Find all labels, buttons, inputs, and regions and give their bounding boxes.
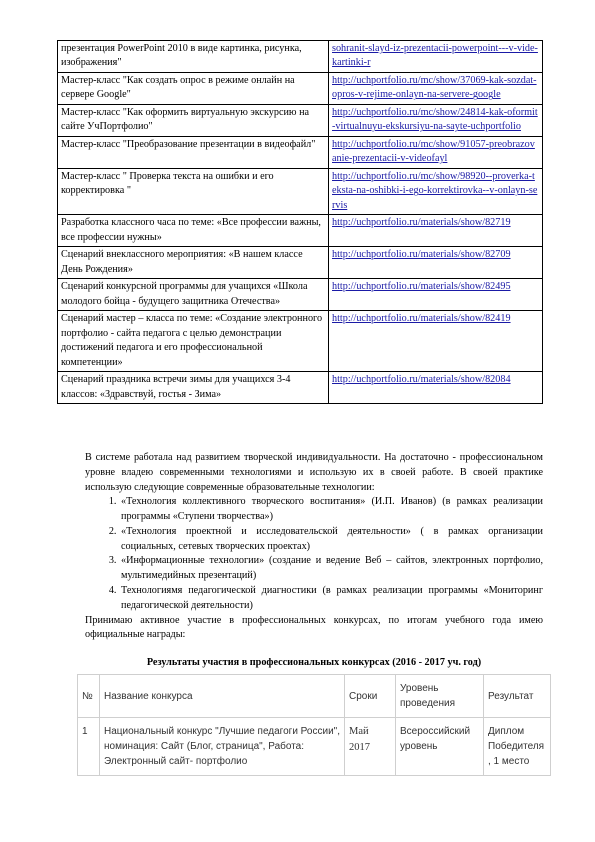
list-item: 3. «Информационные технологии» (создание и ведение Веб – сайтов, электронных портфолио, мультимедийных презентаций) [119,554,543,584]
material-link-cell [329,279,543,311]
header-result: Результат [484,675,551,718]
header-number: № [78,675,100,718]
cell-contest-name: Национальный конкурс "Лучшие педагоги России", номинация: Сайт (Блог, страница", Работа: Электронный сайт- портфолио [100,718,345,776]
material-link-cell [329,311,543,372]
material-link-cell [329,168,543,214]
header-contest-name: Название конкурса [100,675,345,718]
table-row [58,104,543,136]
material-title: Мастер-класс "Как оформить виртуальную экскурсию на сайте УчПортфолио" [58,104,329,136]
material-link[interactable]: sohranit-slayd-iz-prezentacii-powerpoint---v-vide-kartinki-r [332,43,538,69]
list-item: 1. «Технология коллективного творческого воспитания» (И.П. Иванов) (в рамках реализации программы «Ступени творчества») [119,495,543,525]
material-link[interactable]: http://uchportfolio.ru/materials/show/82719 [332,217,511,229]
results-table [77,674,551,776]
header-level: Уровень проведения [396,675,484,718]
table-row [58,279,543,311]
results-row [78,718,551,776]
table-row [58,311,543,372]
material-link[interactable]: http://uchportfolio.ru/mc/show/91057-preobrazovanie-prezentacii-v-videofayl [332,138,535,165]
material-link-cell [329,41,543,73]
table-row [58,168,543,214]
material-link[interactable]: http://uchportfolio.ru/materials/show/82419 [332,313,511,325]
material-title: Сценарий мастер – класса по теме: «Создание электронного портфолио - сайта педагога с целью демонстрации достижений педагога и его профессиональной компетенции» [58,311,329,372]
material-link-cell [329,72,543,104]
material-link-cell [329,247,543,279]
table-row [58,215,543,247]
material-title: Мастер-класс " Проверка текста на ошибки и его корректировка " [58,168,329,214]
body-text [85,451,543,643]
cell-dates: Май 2017 [345,718,396,776]
technologies-list [85,495,543,613]
list-item: 2. «Технология проектной и исследовательской деятельности» ( в рамках организации социальных, сетевых творческих проектах) [119,525,543,555]
material-link-cell [329,372,543,404]
material-title: Разработка классного часа по теме: «Все профессии важны, все профессии нужны» [58,215,329,247]
results-title: Результаты участия в профессиональных конкурсах (2016 - 2017 уч. год) [146,657,482,668]
header-dates: Сроки [345,675,396,718]
material-title: Сценарий конкурсной программы для учащихся «Школа молодого бойца - будущего защитника Отечества» [58,279,329,311]
material-link[interactable]: http://uchportfolio.ru/mc/show/98920--proverka-teksta-na-oshibki-i-ego-korrektirovka--v-onlayn-servis [332,170,538,211]
material-link[interactable]: http://uchportfolio.ru/materials/show/82709 [332,249,511,261]
table-row [58,72,543,104]
table-row [58,247,543,279]
intro-paragraph: В системе работала над развитием творческой индивидуальности. На достаточно - профессиональном уровне владею современными технологиями и использую их в своей работе. В своей практике использую следующие современные образовательные технологии: [85,452,543,493]
cell-result: Диплом Победителя , 1 место [484,718,551,776]
material-title: Мастер-класс "Преобразование презентации в видеофайл" [58,136,329,168]
material-link[interactable]: http://uchportfolio.ru/mc/show/24814-kak-oformit-virtualnuyu-ekskursiyu-na-sayte-uchportfolio [332,106,538,133]
table-row [58,41,543,73]
material-title: Сценарий внеклассного мероприятия: «В нашем классе День Рождения» [58,247,329,279]
list-item: 4. Технологиямя педагогической диагностики (в рамках реализации программы «Мониторинг педагогической деятельности) [119,584,543,614]
table-row [58,372,543,404]
material-link[interactable]: http://uchportfolio.ru/materials/show/82084 [332,374,511,386]
cell-number: 1 [78,718,100,776]
material-link-cell [329,136,543,168]
results-header-row [78,675,551,718]
material-title: Мастер-класс "Как создать опрос в режиме онлайн на сервере Google" [58,72,329,104]
material-link[interactable]: http://uchportfolio.ru/mc/show/37069-kak-sozdat-opros-v-rejime-onlayn-na-servere-google [332,74,537,101]
table-row [58,136,543,168]
materials-table [57,40,543,404]
cell-level: Всероссийский уровень [396,718,484,776]
awards-paragraph: Принимаю активное участие в профессиональных конкурсах, по итогам учебного года имею официальные награды: [85,614,543,641]
material-link[interactable]: http://uchportfolio.ru/materials/show/82495 [332,281,511,293]
material-title: презентация PowerPoint 2010 в виде картинка, рисунка, изображения" [58,41,329,73]
material-link-cell [329,215,543,247]
material-title: Сценарий праздника встречи зимы для учащихся 3-4 классов: «Здравствуй, гостья - Зима» [58,372,329,404]
material-link-cell [329,104,543,136]
